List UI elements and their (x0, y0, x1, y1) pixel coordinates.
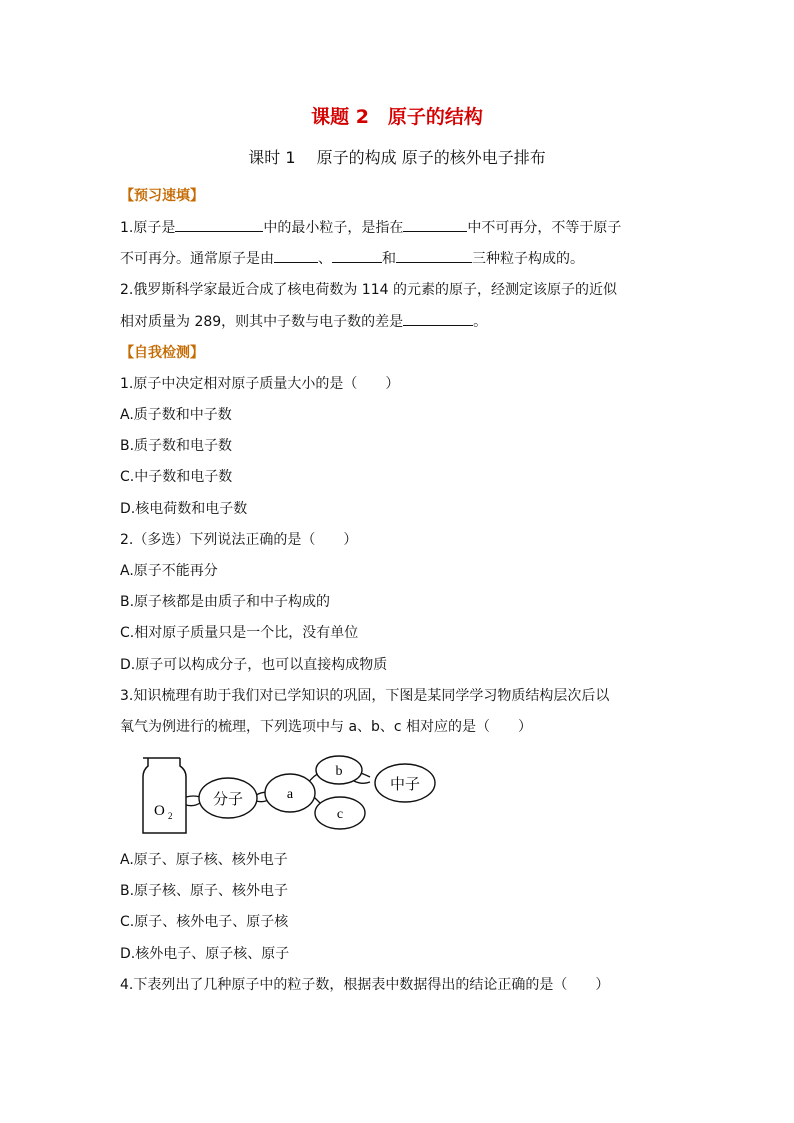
neutron-label: 中子 (389, 777, 421, 793)
bottle-subscript: 2 (168, 811, 173, 821)
section-heading-preview: 【预习速填】 (120, 188, 204, 204)
q1-text-part: 中的最小粒子，是指在 (263, 220, 404, 236)
q1-text-part: 不可再分。通常原子是由 (120, 251, 274, 267)
structure-diagram (140, 755, 440, 843)
section-heading-self-check: 【自我检测】 (120, 345, 204, 361)
preview-q2-line2 (120, 310, 487, 333)
q1-text-part: 三种粒子构成的。 (472, 251, 584, 267)
q1-text-part: 和 (382, 251, 396, 267)
check-q3-line1: 3.知识梳理有助于我们对已学知识的巩固，下图是某同学学习物质结构层次后以 (120, 688, 610, 704)
answer-blank[interactable] (396, 247, 472, 263)
node-a-label: a (286, 787, 294, 802)
q1-text-part: 1.原子是 (120, 220, 176, 236)
oxygen-bottle (143, 758, 186, 833)
q2-text-part: 。 (473, 314, 488, 330)
q1-text-part: 、 (318, 251, 332, 267)
check-q4-stem: 4.下表列出了几种原子中的粒子数，根据表中数据得出的结论正确的是（ ） (120, 977, 610, 993)
check-q3-line2: 氧气为例进行的梳理，下列选项中与 a、b、c 相对应的是（ ） (120, 719, 533, 735)
answer-blank[interactable] (403, 310, 473, 326)
answer-blank[interactable] (175, 216, 263, 232)
preview-q1-line1 (120, 216, 621, 239)
check-q3-option-d[interactable]: D.核外电子、原子核、原子 (120, 946, 290, 962)
node-c-label: c (336, 807, 344, 822)
check-q2-option-b[interactable]: B.原子核都是由质子和中子构成的 (120, 594, 331, 610)
answer-blank[interactable] (403, 216, 467, 232)
molecule-label: 分子 (212, 792, 244, 808)
check-q3-option-b[interactable]: B.原子核、原子、核外电子 (120, 883, 289, 899)
check-q3-option-c[interactable]: C.原子、核外电子、原子核 (120, 914, 289, 930)
q1-text-part: 中不可再分，不等于原子 (467, 220, 622, 236)
check-q1-option-c[interactable]: C.中子数和电子数 (120, 469, 233, 485)
check-q1-stem: 1.原子中决定相对原子质量大小的是（ ） (120, 376, 400, 392)
q2-text-part: 相对质量为 289，则其中子数与电子数的差是 (120, 314, 404, 330)
answer-blank[interactable] (274, 247, 318, 263)
check-q2-option-d[interactable]: D.原子可以构成分子，也可以直接构成物质 (120, 657, 388, 673)
preview-q2-line1: 2.俄罗斯科学家最近合成了核电荷数为 114 的元素的原子，经测定该原子的近似 (120, 282, 617, 298)
check-q1-option-d[interactable]: D.核电荷数和电子数 (120, 501, 248, 517)
check-q1-option-b[interactable]: B.质子数和电子数 (120, 438, 233, 454)
lesson-subtitle: 课时 1 原子的构成 原子的核外电子排布 (248, 148, 546, 167)
check-q2-option-a[interactable]: A.原子不能再分 (120, 563, 218, 579)
page-title: 课题 2 原子的结构 (311, 106, 483, 128)
check-q1-option-a[interactable]: A.质子数和中子数 (120, 407, 232, 423)
answer-blank[interactable] (332, 247, 382, 263)
check-q2-option-c[interactable]: C.相对原子质量只是一个比，没有单位 (120, 625, 359, 641)
preview-q1-line2 (120, 247, 584, 270)
check-q2-stem: 2.（多选）下列说法正确的是（ ） (120, 532, 358, 548)
bottle-label: O (154, 803, 165, 819)
node-b-label: b (335, 764, 343, 779)
check-q3-option-a[interactable]: A.原子、原子核、核外电子 (120, 852, 288, 868)
